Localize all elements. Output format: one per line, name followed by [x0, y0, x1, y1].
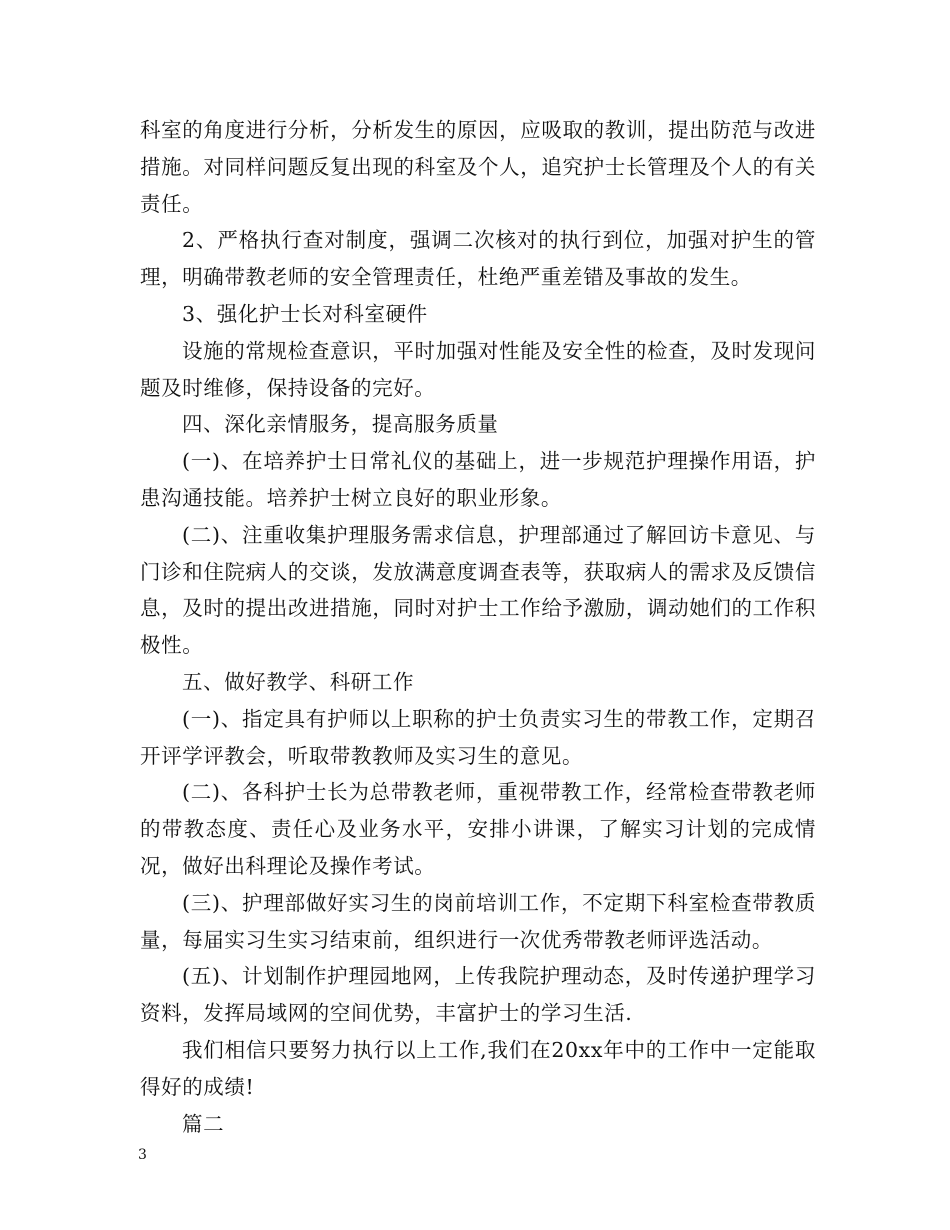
- paragraph: 设施的常规检查意识，平时加强对性能及安全性的检查，及时发现问题及时维修，保持设备的完好。: [140, 338, 816, 400]
- paragraph: 2、严格执行查对制度，强调二次核对的执行到位，加强对护生的管理，明确带教老师的安全管理责任，杜绝严重差错及事故的发生。: [140, 228, 816, 290]
- paragraph: (二)、各科护士长为总带教老师，重视带教工作，经常检查带教老师的带教态度、责任心及业务水平，安排小讲课，了解实习计划的完成情况，做好出科理论及操作考试。: [140, 780, 816, 878]
- paragraph: (二)、注重收集护理服务需求信息，护理部通过了解回访卡意见、与门诊和住院病人的交谈，发放满意度调查表等，获取病人的需求及反馈信息，及时的提出改进措施，同时对护士工作给予激励，调动她们的工作积极性。: [140, 522, 816, 658]
- section-heading: 四、深化亲情服务，提高服务质量: [182, 412, 499, 437]
- paragraph: (三)、护理部做好实习生的岗前培训工作，不定期下科室检查带教质量，每届实习生实习结束前，组织进行一次优秀带教老师评选活动。: [140, 890, 816, 952]
- document-body: [140, 112, 816, 1142]
- paragraph: 我们相信只要努力执行以上工作,我们在20xx年中的工作中一定能取得好的成绩!: [140, 1037, 816, 1099]
- paragraph: 科室的角度进行分析，分析发生的原因，应吸取的教训，提出防范与改进措施。对同样问题反复出现的科室及个人，追究护士长管理及个人的有关责任。: [140, 118, 816, 216]
- paragraph: 3、强化护士长对科室硬件: [182, 301, 428, 326]
- paragraph: (五)、计划制作护理园地网，上传我院护理动态，及时传递护理学习资料，发挥局域网的空间优势，丰富护士的学习生活.: [140, 964, 816, 1026]
- page-number: 3: [138, 1147, 147, 1163]
- paragraph: (一)、指定具有护师以上职称的护士负责实习生的带教工作，定期召开评学评教会，听取带教教师及实习生的意见。: [140, 706, 816, 768]
- section-heading: 五、做好教学、科研工作: [182, 669, 415, 694]
- section-heading: 篇二: [182, 1111, 225, 1136]
- paragraph: (一)、在培养护士日常礼仪的基础上，进一步规范护理操作用语，护患沟通技能。培养护士树立良好的职业形象。: [140, 449, 816, 510]
